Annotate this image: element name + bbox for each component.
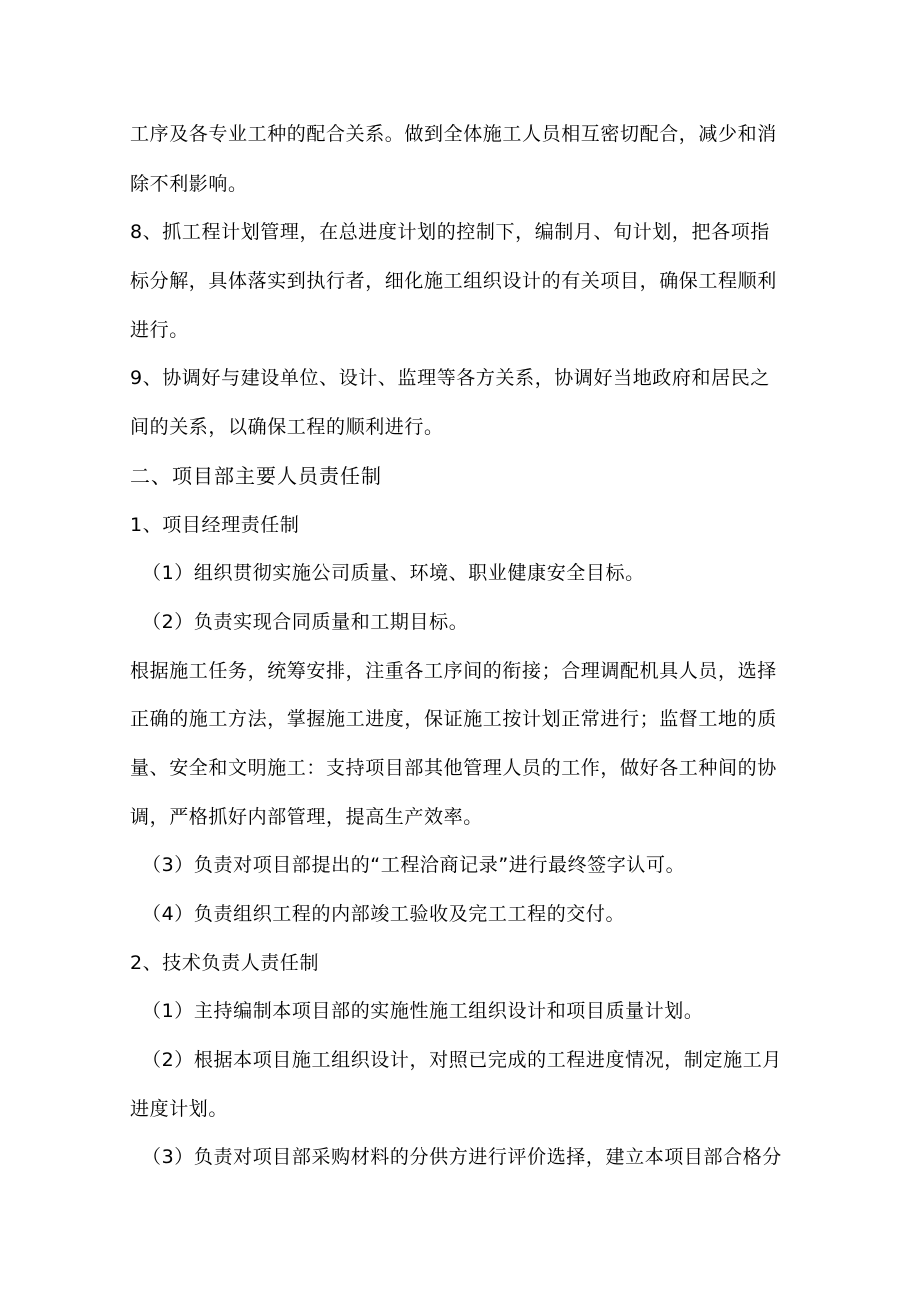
list-item: （3）负责对项目部采购材料的分供方进行评价选择，建立本项目部合格分 bbox=[142, 1146, 782, 1168]
paragraph-line: 除不利影响。 bbox=[130, 173, 248, 195]
paragraph-line: 进度计划。 bbox=[130, 1098, 229, 1120]
list-item: （2）负责实现合同质量和工期目标。 bbox=[142, 611, 469, 633]
paragraph-line: 工序及各专业工种的配合关系。做到全体施工人员相互密切配合，减少和消 bbox=[130, 123, 777, 145]
paragraph-line: 根据施工任务，统筹安排，注重各工序间的衔接；合理调配机具人员，选择 bbox=[130, 660, 777, 682]
paragraph-line: 9、协调好与建设单位、设计、监理等各方关系，协调好当地政府和居民之 bbox=[130, 367, 770, 389]
list-item: （2）根据本项目施工组织设计，对照已完成的工程进度情况，制定施工月 bbox=[142, 1049, 782, 1071]
paragraph-line: 调，严格抓好内部管理，提高生产效率。 bbox=[130, 806, 483, 828]
paragraph-line: 进行。 bbox=[130, 319, 189, 341]
list-item: （1）主持编制本项目部的实施性施工组织设计和项目质量计划。 bbox=[142, 1000, 704, 1022]
subsection-heading: 1、项目经理责任制 bbox=[130, 514, 300, 536]
paragraph-line: 标分解，具体落实到执行者，细化施工组织设计的有关项目，确保工程顺利 bbox=[130, 270, 777, 292]
section-heading: 二、项目部主要人员责任制 bbox=[130, 464, 382, 488]
paragraph-line: 正确的施工方法，掌握施工进度，保证施工按计划正常进行；监督工地的质 bbox=[130, 708, 777, 730]
paragraph-line: 量、安全和文明施工：支持项目部其他管理人员的工作，做好各工种间的协 bbox=[130, 757, 777, 779]
list-item: （3）负责对项目部提出的“工程洽商记录”进行最终签字认可。 bbox=[142, 854, 686, 876]
subsection-heading: 2、技术负责人责任制 bbox=[130, 952, 320, 974]
paragraph-line: 间的关系，以确保工程的顺利进行。 bbox=[130, 416, 444, 438]
list-item: （4）负责组织工程的内部竣工验收及完工工程的交付。 bbox=[142, 903, 626, 925]
paragraph-line: 8、抓工程计划管理，在总进度计划的控制下，编制月、旬计划，把各项指 bbox=[130, 221, 770, 243]
list-item: （1）组织贯彻实施公司质量、环境、职业健康安全目标。 bbox=[142, 562, 645, 584]
